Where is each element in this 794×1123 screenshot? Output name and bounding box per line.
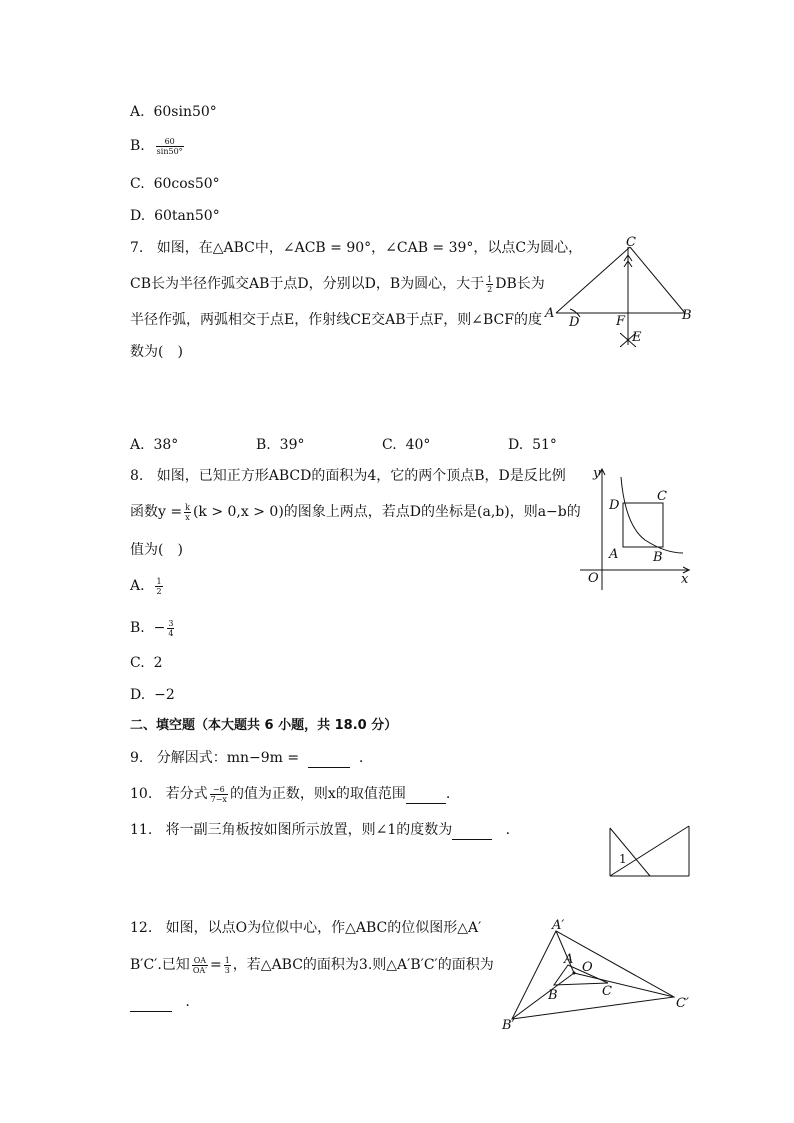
q8-line3: 值为( ) [130,542,183,558]
q7-label-f: F [616,314,626,329]
q7-label-d: D [569,315,580,330]
q11-answer-blank[interactable] [452,825,492,840]
q7-label-a: A [545,306,555,321]
q9: 9. 分解因式：mn−9m = . [130,750,364,766]
q7-line4: 数为( ) [130,344,183,360]
q6-option-a: A. 60sin50° [130,104,217,120]
q12-line2: B′C′.已知 $\frac{OA}{OA'}$ = $\frac{1}{3}$ ，若△ABC的面积为3.则△A′B′C′的面积为 [130,955,494,975]
q10: 10. 若分式 $\frac{-6}{7-x}$ 的值为正数，则x的取值范围 . [130,784,451,804]
q12-label-c: C [602,984,612,999]
q8-option-d: D. −2 [130,687,175,703]
q9-answer-blank[interactable] [308,753,350,768]
q7-label-b: B [682,308,692,323]
q6-option-c: C. 60cos50° [130,176,220,192]
q12-line1: 12. 如图，以点O为位似中心，作△ABC的位似图形△A′ [130,920,482,936]
q7-line3: 半径作弧，两弧相交于点E，作射线CE交AB于点F，则∠BCF的度 [130,312,542,328]
q12-label-b-prime: B′ [502,1018,515,1033]
section-2-title: 二、填空题（本大题共 6 小题，共 18.0 分） [130,718,398,733]
q6-option-b: B. $\frac{60}{\sin 50^\circ}$ [130,136,183,156]
q8-line2: 函数y = $\frac{k}{x}$ (k > 0,x > 0)的图象上两点，若点D的坐标是(a,b)，则a−b的 [130,502,581,522]
q7-option-b: B. 39° [256,437,305,453]
q11-set-squares-figure [605,823,695,879]
q12-label-o: O [582,960,593,975]
fraction: $\frac{60}{\sin 50^\circ}$ [156,136,183,156]
q8-label-b: B [653,550,663,565]
q7-triangle-figure [540,235,700,350]
q12-label-a-prime: A′ [552,918,565,933]
q7-line2: CB长为半径作弧交AB于点D，分别以D，B为圆心，大于 $\frac{1}{2}$ DB长为 [130,274,545,294]
q11-angle-label: 1 [619,852,627,866]
q8-label-a: A [609,547,619,562]
q12-label-b: B [548,988,558,1003]
q6-option-d: D. 60tan50° [130,208,220,224]
q12-label-a: A [564,952,574,967]
q8-option-b: B. − $\frac{3}{4}$ [130,618,174,638]
q8-label-y: y [593,466,601,481]
q7-label-c: C [626,235,636,250]
q8-label-c: C [657,489,667,504]
q7-option-d: D. 51° [508,437,557,453]
q12-line3: . [130,992,190,1012]
q8-option-c: C. 2 [130,655,163,671]
q10-answer-blank[interactable] [406,789,446,804]
q12-answer-blank[interactable] [130,997,172,1012]
q8-label-x: x [681,572,689,587]
q7-option-c: C. 40° [382,437,431,453]
q8-coordinate-figure [575,465,695,590]
q7-label-e: E [632,330,642,345]
q7-option-a: A. 38° [130,437,179,453]
q7-line1: 7. 如图，在△ABC中，∠ACB = 90°，∠CAB = 39°，以点C为圆心， [130,240,583,256]
q8-line1: 8. 如图，已知正方形ABCD的面积为4，它的两个顶点B，D是反比例 [130,468,566,484]
q12-similarity-figure [498,915,698,1035]
q8-label-o: O [588,571,599,586]
q8-label-d: D [609,498,620,513]
q8-option-a: A. $\frac{1}{2}$ [130,576,162,596]
q12-label-c-prime: C′ [676,996,689,1011]
q11: 11. 将一副三角板按如图所示放置，则∠1的度数为 . [130,822,511,838]
